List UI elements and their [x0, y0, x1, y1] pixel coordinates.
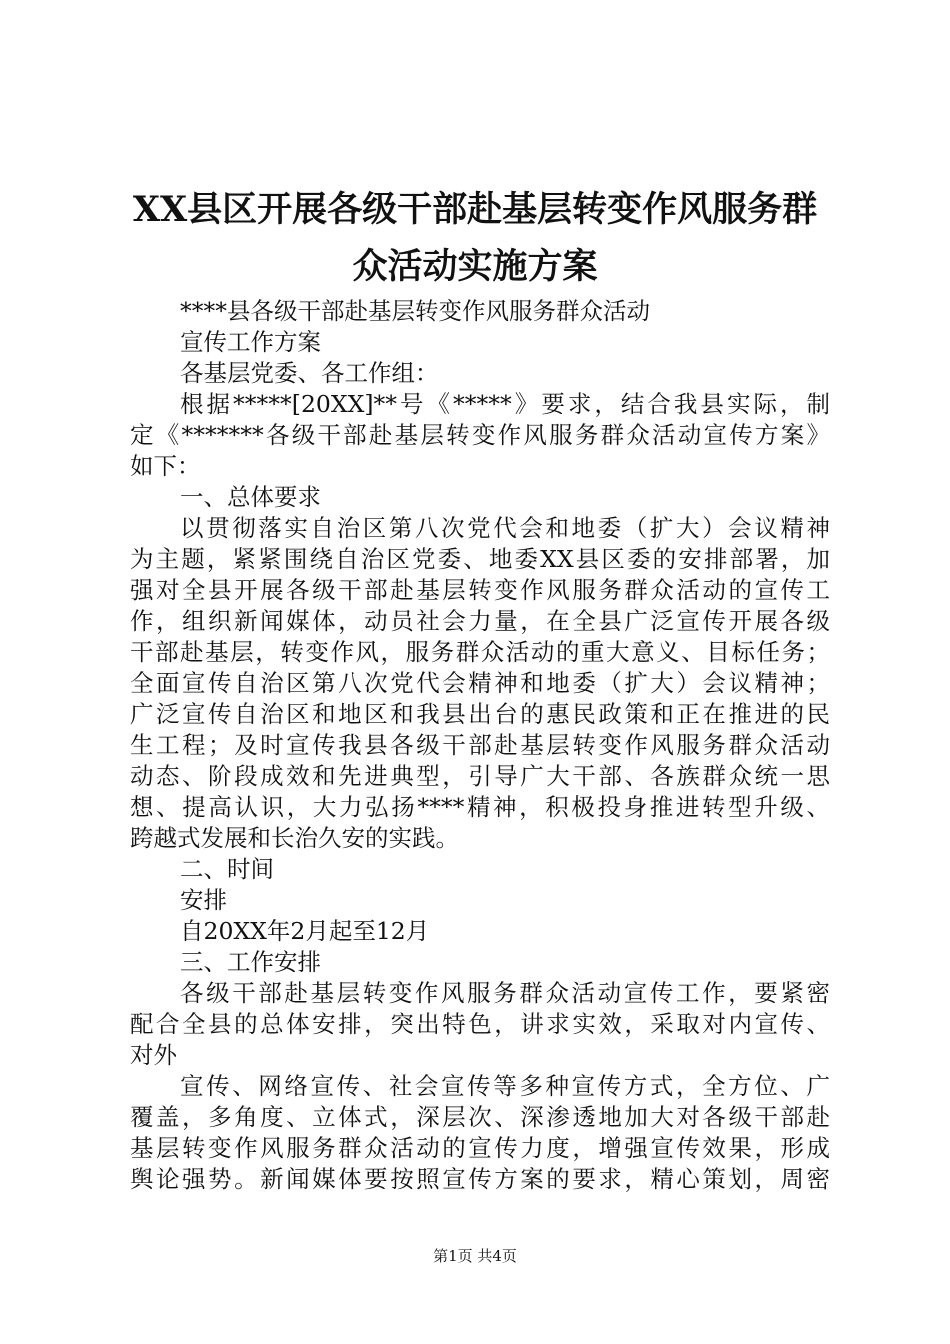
- body-line: 配合全县的总体安排，突出特色，讲求实效，采取对内宣传、: [130, 1010, 830, 1038]
- body-line: 动态、阶段成效和先进典型，引导广大干部、各族群众统一思: [130, 762, 830, 790]
- body-line: 想、提高认识，大力弘扬****精神，积极投身推进转型升级、: [130, 793, 830, 821]
- body-line: 作，组织新闻媒体，动员社会力量，在全县广泛宣传开展各级: [130, 607, 830, 635]
- body-line: 舆论强势。新闻媒体要按照宣传方案的要求，精心策划，周密: [130, 1165, 830, 1193]
- document-title-line-2: 众活动实施方案: [352, 246, 598, 287]
- document-title-line-1: XX县区开展各级干部赴基层转变作风服务群: [132, 189, 818, 230]
- body-line: 广泛宣传自治区和地区和我县出台的惠民政策和正在推进的民: [130, 700, 830, 728]
- body-line: 覆盖，多角度、立体式，深层次、深渗透地加大对各级干部赴: [130, 1103, 830, 1131]
- body-line: 自20XX年2月起至12月: [180, 917, 430, 945]
- body-line: 跨越式发展和长治久安的实践。: [130, 824, 459, 852]
- body-line: ****县各级干部赴基层转变作风服务群众活动: [180, 297, 650, 325]
- body-line: 宣传、网络宣传、社会宣传等多种宣传方式，全方位、广: [180, 1072, 830, 1100]
- body-line: 基层转变作风服务群众活动的宣传力度，增强宣传效果，形成: [130, 1134, 830, 1162]
- body-line: 各基层党委、各工作组：: [180, 359, 439, 387]
- body-line: 宣传工作方案: [180, 328, 321, 356]
- body-line: 三、工作安排: [180, 948, 321, 976]
- body-line: 各级干部赴基层转变作风服务群众活动宣传工作，要紧密: [180, 979, 830, 1007]
- body-line: 如下：: [130, 452, 201, 480]
- body-line: 二、时间: [180, 855, 274, 883]
- document-body: [130, 296, 830, 1195]
- body-line: 全面宣传自治区第八次党代会精神和地委（扩大）会议精神；: [130, 669, 830, 697]
- body-line: 安排: [180, 886, 227, 914]
- body-line: 一、总体要求: [180, 483, 321, 511]
- body-line: 为主题，紧紧围绕自治区党委、地委XX县区委的安排部署，加: [130, 545, 830, 573]
- body-line: 生工程；及时宣传我县各级干部赴基层转变作风服务群众活动: [130, 731, 830, 759]
- body-line: 强对全县开展各级干部赴基层转变作风服务群众活动的宣传工: [130, 576, 830, 604]
- body-line: 对外: [130, 1041, 177, 1069]
- body-line: 根据*****[20XX]**号《*****》要求，结合我县实际，制: [180, 390, 830, 418]
- body-line: 以贯彻落实自治区第八次党代会和地委（扩大）会议精神: [180, 514, 830, 542]
- body-line: 定《*******各级干部赴基层转变作风服务群众活动宣传方案》: [130, 421, 830, 449]
- page-footer: 第1页 共4页: [433, 1247, 517, 1265]
- body-line: 干部赴基层，转变作风，服务群众活动的重大意义、目标任务；: [130, 638, 830, 666]
